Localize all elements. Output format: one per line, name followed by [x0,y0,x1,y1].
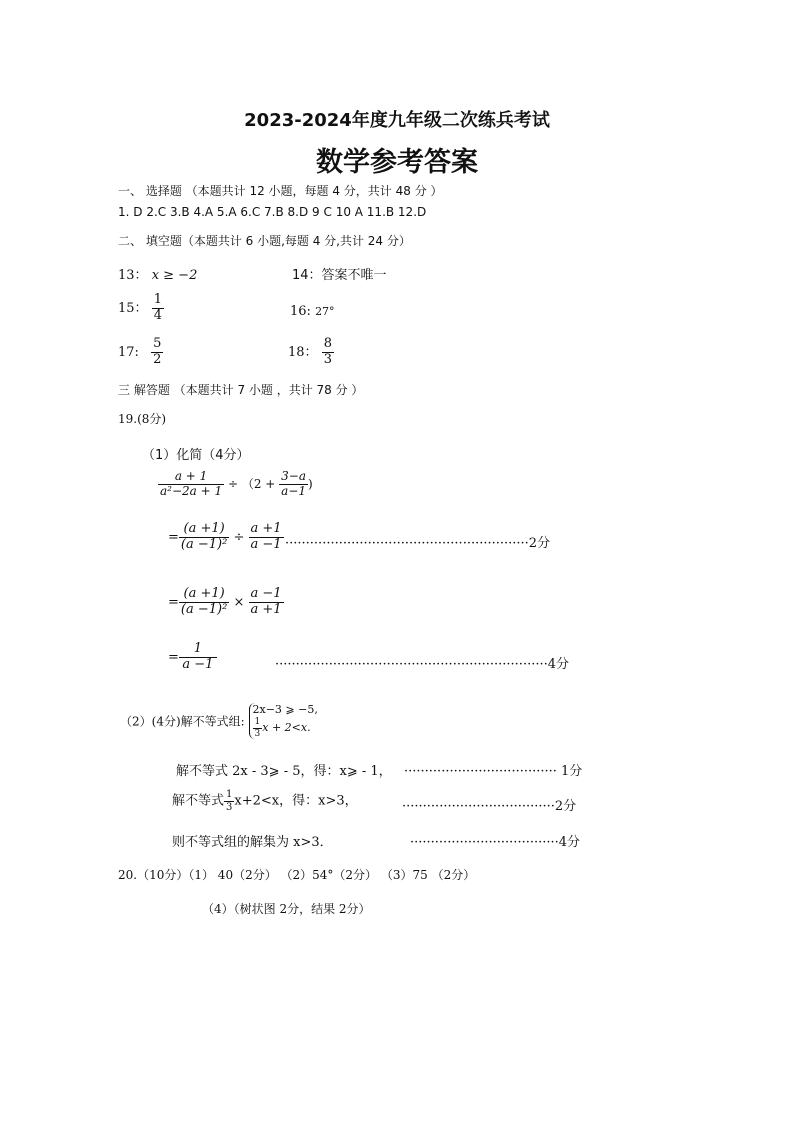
q14-label: 14： [292,268,322,283]
q17-label: 17: [118,344,139,360]
solution2-prefix: 解不等式 [172,793,225,809]
q19-part1-label: （1）化简（4分） [142,448,250,463]
q18-label: 18： [288,344,318,360]
q13 [118,264,197,283]
solution3-score-dots: ····································4分 [410,835,581,850]
inequality-system [249,703,318,739]
q20-line1: 20.（10分）（1） 40（2分） （2）54°（2分） （3）75 （2分） [118,868,476,882]
step3-denominator: a −1 [182,656,214,672]
step1-denominator2: a −1 [250,536,282,552]
system-line2-numerator: 1 [254,717,261,728]
q17 [118,337,163,368]
section2-heading: 二、 填空题（本题共计 6 小题,每题 4 分,共计 24 分） [118,234,411,248]
q18-numerator: 8 [323,336,332,351]
q18 [288,337,334,368]
expr-denominator: a²−2a + 1 [160,483,223,498]
document-subtitle: 数学参考答案 [316,147,478,178]
solution2-score-dots: ·····································2分 [402,799,577,814]
q18-denominator: 3 [323,351,332,367]
step1-numerator: (a +1) [183,521,225,536]
q14 [292,264,387,283]
section3-heading: 三 解答题 （本题共计 7 小题 ，共计 78 分 ） [118,383,364,397]
solution2-denominator: 3 [226,801,233,813]
system-line2 [253,717,318,739]
step3-equals: = [168,649,179,665]
q20-line2: （4）（树状图 2分，结果 2分） [202,902,371,916]
q19-part2 [120,703,318,739]
solution2-suffix: x+2<x，得：x>3， [234,793,358,809]
q15 [118,293,164,324]
q14-answer: 答案不唯一 [321,268,387,283]
step2-denominator: (a −1)² [180,601,228,617]
q17-numerator: 5 [153,336,162,351]
q16 [290,304,335,319]
step2-equals: = [168,594,179,610]
step1-operator: ÷ [233,529,245,545]
step3-numerator: 1 [193,641,203,656]
q17-denominator: 2 [153,351,162,367]
q19-label: 19.(8分) [118,412,167,426]
solution1: 解不等式 2x - 3⩾ - 5，得：x⩾ - 1， [176,764,392,779]
expr-inner-denominator: a−1 [281,483,307,498]
step1-equals: = [168,529,179,545]
q15-numerator: 1 [153,292,162,307]
q16-label: 16: [290,304,311,319]
q19-step3 [168,642,217,673]
solution2-numerator: 1 [226,789,233,800]
q13-label: 13： [118,268,148,283]
part2-label: （2）(4分)解不等式组: [120,714,245,729]
expr-divide: ÷ （2 + [227,476,276,491]
step1-numerator2: a +1 [250,521,282,536]
step2-numerator: (a +1) [183,586,225,601]
solution1-score-dots: ····································· 1分 [404,764,583,779]
step1-score-dots: ···························································2分 [285,536,551,551]
expr-inner-numerator: 3−a [281,469,307,483]
step2-operator: × [233,594,245,610]
document-title: 2023-2024年度九年级二次练兵考试 [244,110,550,131]
expr-numerator: a + 1 [174,469,208,483]
system-line1: 2x−3 ⩾ −5, [252,703,318,716]
system-line2-rest: x + 2<x. [262,721,311,735]
q13-answer: x ≥ −2 [151,268,198,283]
step2-numerator2: a −1 [250,586,282,601]
q19-expression [158,470,313,499]
step3-score-dots: ··································································4分 [275,657,570,672]
system-line2-denominator: 3 [254,728,261,739]
choice-answers: 1. D 2.C 3.B 4.A 5.A 6.C 7.B 8.D 9 C 10 A 11.B 12.D [118,205,427,219]
q16-answer: 27° [315,305,335,318]
q19-step2 [168,587,284,618]
expr-close: ) [308,476,313,491]
step2-denominator2: a +1 [250,601,282,617]
step1-denominator: (a −1)² [180,536,228,552]
q15-label: 15： [118,300,148,316]
q19-step1 [168,522,284,553]
q15-denominator: 4 [153,307,162,323]
section1-heading: 一、 选择题 （本题共计 12 小题，每题 4 分，共计 48 分 ） [118,184,443,198]
solution2 [172,789,358,813]
solution3: 则不等式组的解集为 x>3． [172,835,333,850]
